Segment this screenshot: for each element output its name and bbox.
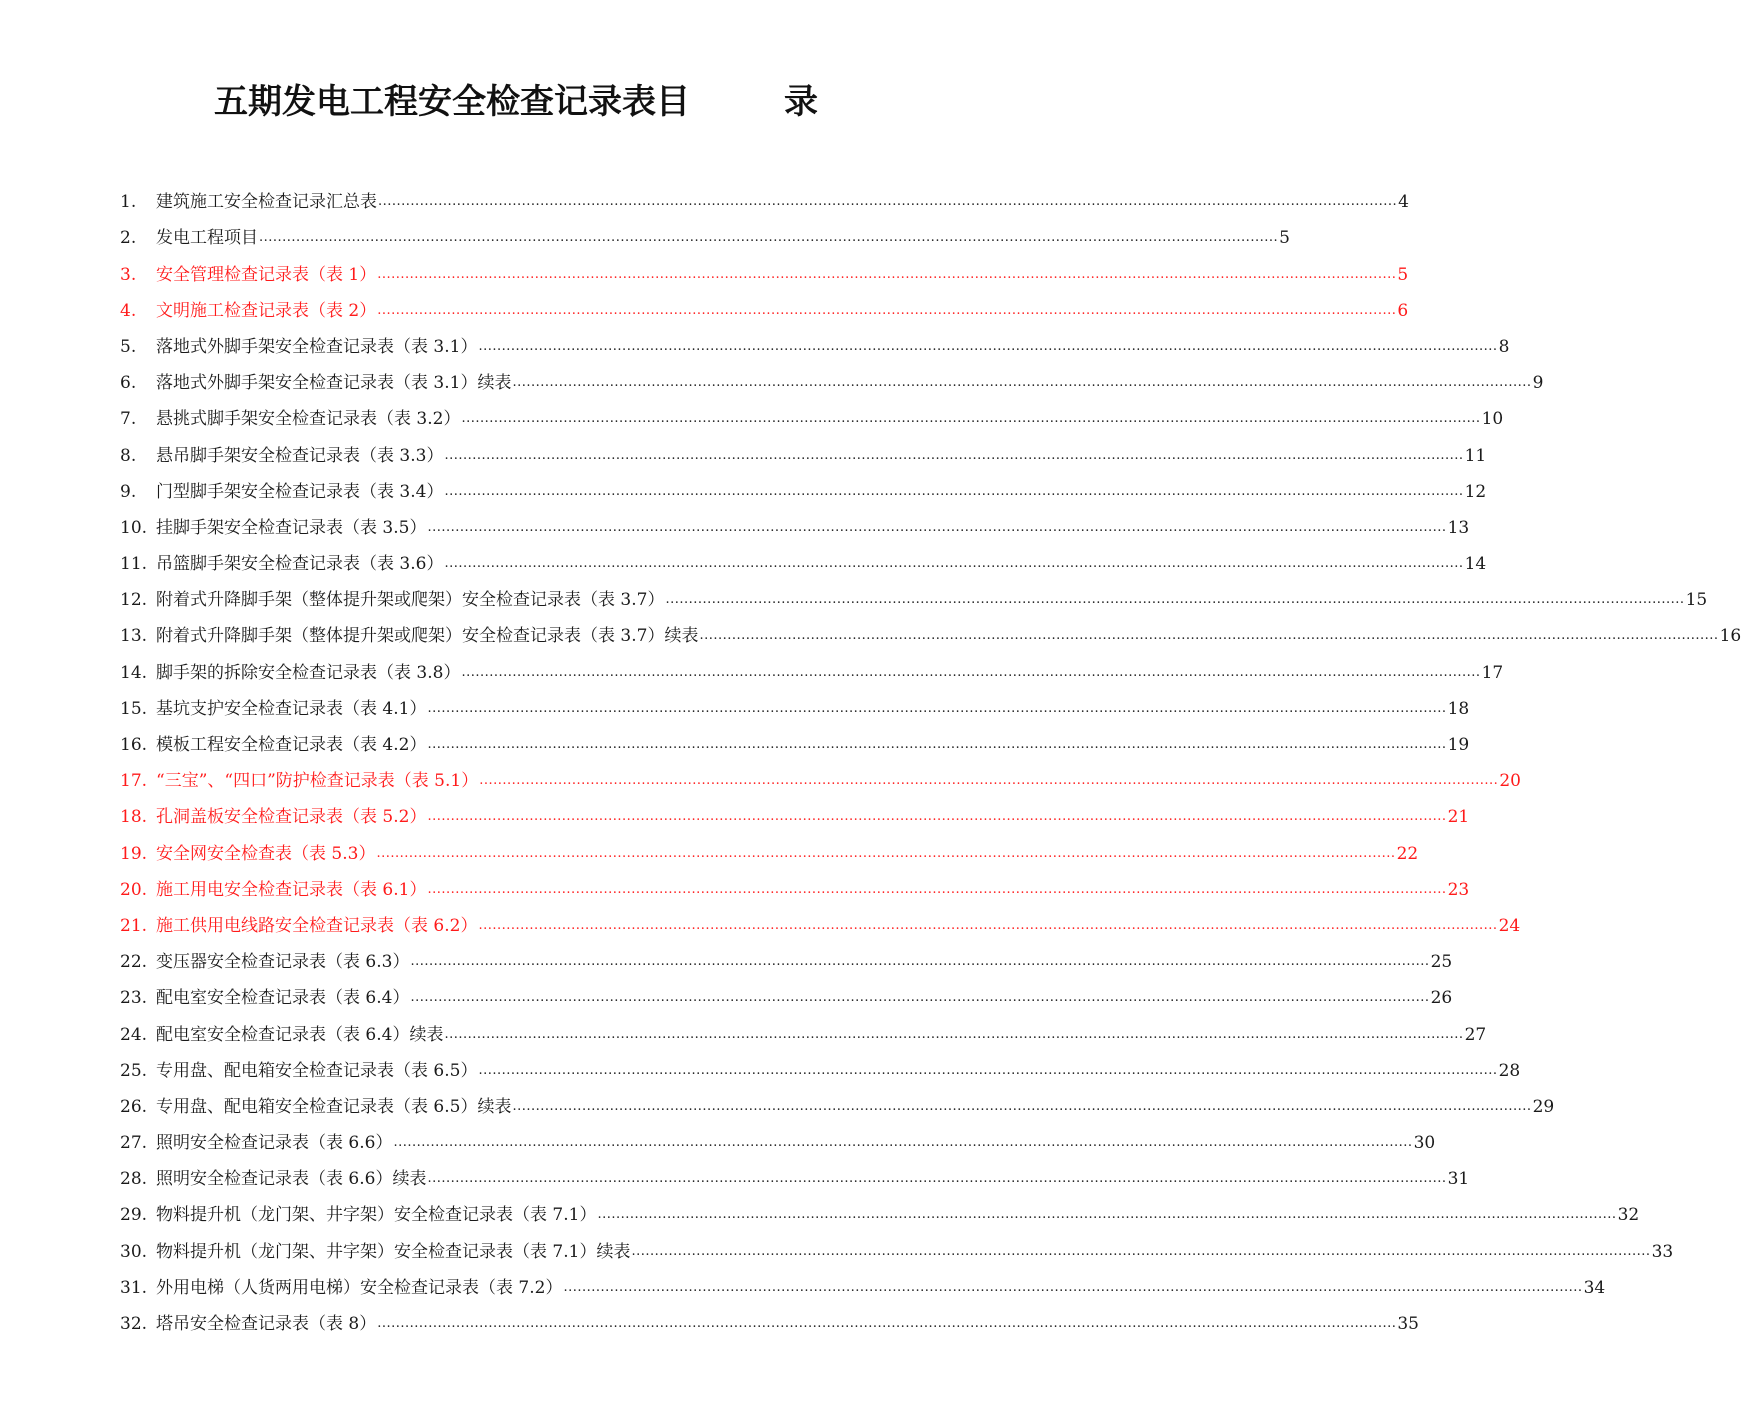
toc-entry-label[interactable]: 基坑支护安全检查记录表（表 4.1） — [156, 698, 427, 719]
toc-entry-page-number: 30 — [1413, 1133, 1436, 1154]
toc-entry-page-number: 31 — [1447, 1169, 1470, 1190]
toc-dot-leader: ............................................................................................................................................................................................................................ — [427, 809, 1447, 825]
toc-entry-label[interactable]: 配电室安全检查记录表（表 6.4） — [156, 988, 410, 1009]
toc-entry-label[interactable]: 物料提升机（龙门架、井字架）安全检查记录表（表 7.1）续表 — [156, 1241, 631, 1262]
toc-dot-leader: ............................................................................................................................................................................................................................ — [378, 194, 1398, 210]
toc-entry-number: 24. — [120, 1024, 148, 1045]
toc-entry-number: 17. — [120, 771, 148, 792]
toc-entry-number: 10. — [120, 517, 148, 538]
toc-entry[interactable] — [120, 1119, 1436, 1155]
toc-entry-number: 15. — [120, 698, 148, 719]
toc-dot-leader: ............................................................................................................................................................................................................................ — [478, 917, 1498, 933]
toc-entry[interactable] — [120, 721, 1470, 757]
toc-entry[interactable] — [120, 866, 1470, 902]
toc-entry[interactable] — [120, 1083, 1555, 1119]
toc-entry-number: 6. — [120, 373, 137, 394]
toc-dot-leader: ............................................................................................................................................................................................................................ — [377, 266, 1397, 282]
title-tail: 录 — [784, 82, 818, 122]
toc-entry-page-number: 15 — [1685, 590, 1708, 611]
toc-entry[interactable] — [120, 359, 1544, 395]
toc-entry[interactable] — [120, 793, 1470, 829]
toc-entry-number: 18. — [120, 807, 148, 828]
toc-entry-label[interactable]: 吊篮脚手架安全检查记录表（表 3.6） — [156, 554, 444, 575]
toc-entry[interactable] — [120, 685, 1470, 721]
toc-dot-leader: ............................................................................................................................................................................................................................ — [427, 737, 1447, 752]
toc-entry[interactable] — [120, 757, 1521, 793]
toc-entry-page-number: 23 — [1447, 879, 1470, 900]
toc-entry-label[interactable]: 外用电梯（人货两用电梯）安全检查记录表（表 7.2） — [156, 1277, 563, 1298]
toc-entry-page-number: 25 — [1430, 952, 1453, 973]
toc-entry-page-number: 32 — [1617, 1205, 1640, 1226]
toc-entry-number: 14. — [120, 662, 148, 683]
toc-entry[interactable] — [120, 504, 1470, 540]
toc-entry-number: 31. — [120, 1277, 148, 1298]
toc-entry-page-number: 21 — [1447, 807, 1470, 828]
toc-entry-label[interactable]: 施工用电安全检查记录表（表 6.1） — [156, 879, 427, 900]
toc-entry-page-number: 12 — [1464, 481, 1487, 502]
toc-entry-label[interactable]: 物料提升机（龙门架、井字架）安全检查记录表（表 7.1） — [156, 1205, 597, 1226]
toc-entry-label[interactable]: 孔洞盖板安全检查记录表（表 5.2） — [156, 807, 427, 828]
toc-dot-leader: ............................................................................................................................................................................................................................ — [427, 519, 1447, 535]
table-of-contents — [120, 178, 1741, 1336]
toc-entry-page-number: 19 — [1447, 735, 1470, 755]
toc-entry-page-number: 14 — [1464, 554, 1487, 575]
toc-dot-leader: ............................................................................................................................................................................................................................ — [444, 556, 1464, 572]
toc-entry-label[interactable]: 安全管理检查记录表（表 1） — [156, 264, 377, 285]
toc-entry[interactable] — [120, 214, 1290, 250]
toc-entry[interactable] — [120, 1047, 1521, 1083]
toc-dot-leader: ............................................................................................................................................................................................................................ — [631, 1243, 1651, 1259]
toc-entry-number: 20. — [120, 879, 148, 900]
toc-entry-number: 21. — [120, 915, 148, 936]
toc-entry[interactable] — [120, 540, 1487, 576]
toc-entry-number: 2. — [120, 228, 137, 249]
toc-entry-page-number: 29 — [1532, 1096, 1555, 1117]
toc-entry-label[interactable]: 附着式升降脚手架（整体提升架或爬架）安全检查记录表（表 3.7） — [156, 590, 665, 611]
toc-entry-page-number: 35 — [1397, 1314, 1419, 1334]
toc-entry[interactable] — [120, 938, 1453, 974]
toc-dot-leader: ............................................................................................................................................................................................................................ — [377, 1316, 1397, 1331]
toc-dot-leader: ............................................................................................................................................................................................................................ — [427, 700, 1447, 716]
toc-dot-leader: ............................................................................................................................................................................................................................ — [444, 483, 1464, 499]
toc-entry-page-number: 26 — [1430, 988, 1453, 1009]
toc-entry[interactable] — [120, 1155, 1470, 1191]
toc-entry-label[interactable]: 照明安全检查记录表（表 6.6）续表 — [156, 1169, 427, 1190]
toc-entry-page-number: 16 — [1719, 626, 1741, 647]
toc-entry-page-number: 5 — [1397, 264, 1409, 285]
toc-entry-page-number: 33 — [1651, 1241, 1674, 1262]
toc-entry-number: 12. — [120, 590, 148, 611]
toc-entry-page-number: 20 — [1499, 771, 1521, 792]
toc-entry-number: 26. — [120, 1096, 148, 1117]
toc-dot-leader: ............................................................................................................................................................................................................................ — [461, 411, 1481, 427]
toc-entry-label[interactable]: “三宝”、“四口”防护检查记录表（表 5.1） — [156, 771, 479, 792]
toc-entry-number: 7. — [120, 409, 137, 430]
toc-entry[interactable] — [120, 323, 1510, 359]
toc-entry-label[interactable]: 照明安全检查记录表（表 6.6） — [156, 1133, 393, 1154]
toc-entry-page-number: 4 — [1398, 192, 1409, 213]
toc-entry-label[interactable]: 发电工程项目 — [156, 228, 258, 249]
toc-entry-page-number: 8 — [1498, 336, 1510, 357]
toc-entry-label[interactable]: 悬挑式脚手架安全检查记录表（表 3.2） — [156, 409, 461, 430]
toc-entry-label[interactable]: 门型脚手架安全检查记录表（表 3.4） — [156, 481, 444, 502]
toc-entry-number: 13. — [120, 626, 148, 647]
toc-entry[interactable] — [120, 1010, 1487, 1046]
toc-entry-label[interactable]: 变压器安全检查记录表（表 6.3） — [156, 952, 410, 973]
toc-entry[interactable] — [120, 612, 1741, 648]
toc-entry-label[interactable]: 塔吊安全检查记录表（表 8） — [156, 1314, 377, 1334]
toc-entry[interactable] — [120, 250, 1409, 286]
toc-dot-leader: ............................................................................................................................................................................................................................ — [665, 592, 1685, 608]
document-title — [0, 78, 950, 126]
toc-entry-number: 11. — [120, 554, 148, 575]
toc-entry-page-number: 24 — [1498, 915, 1521, 936]
toc-dot-leader: ............................................................................................................................................................................................................................ — [444, 1026, 1464, 1042]
toc-entry[interactable] — [120, 829, 1419, 865]
toc-dot-leader: ............................................................................................................................................................................................................................ — [478, 1062, 1498, 1078]
toc-dot-leader: ............................................................................................................................................................................................................................ — [427, 1171, 1447, 1187]
toc-entry-page-number: 28 — [1498, 1060, 1521, 1081]
toc-entry-page-number: 18 — [1447, 698, 1470, 719]
toc-dot-leader: ............................................................................................................................................................................................................................ — [461, 664, 1481, 680]
toc-entry-page-number: 6 — [1397, 300, 1409, 321]
toc-entry-page-number: 22 — [1396, 843, 1419, 864]
toc-entry-number: 25. — [120, 1060, 148, 1081]
toc-entry-label[interactable]: 附着式升降脚手架（整体提升架或爬架）安全检查记录表（表 3.7）续表 — [156, 626, 699, 647]
toc-entry-number: 19. — [120, 843, 148, 864]
toc-entry-number: 23. — [120, 988, 148, 1009]
toc-dot-leader: ............................................................................................................................................................................................................................ — [410, 990, 1430, 1006]
toc-entry-label[interactable]: 专用盘、配电箱安全检查记录表（表 6.5） — [156, 1060, 478, 1081]
toc-entry-page-number: 17 — [1481, 662, 1504, 683]
toc-dot-leader: ............................................................................................................................................................................................................................ — [410, 954, 1430, 970]
toc-entry-page-number: 11 — [1464, 445, 1487, 466]
toc-entry-page-number: 27 — [1464, 1024, 1487, 1045]
toc-entry-label[interactable]: 安全网安全检查表（表 5.3） — [156, 843, 376, 864]
toc-entry-label[interactable]: 落地式外脚手架安全检查记录表（表 3.1）续表 — [156, 373, 512, 394]
toc-entry-number: 4. — [120, 300, 137, 321]
toc-entry-number: 1. — [120, 192, 137, 213]
toc-entry[interactable] — [120, 648, 1504, 684]
toc-entry-number: 28. — [120, 1169, 148, 1190]
toc-entry-page-number: 13 — [1447, 517, 1470, 538]
toc-entry-number: 32. — [120, 1314, 148, 1334]
toc-entry-number: 22. — [120, 952, 148, 973]
toc-entry-label[interactable]: 落地式外脚手架安全检查记录表（表 3.1） — [156, 336, 478, 357]
toc-entry[interactable] — [120, 468, 1487, 504]
title-main: 五期发电工程安全检查记录表目 — [214, 82, 690, 122]
toc-entry-number: 3. — [120, 264, 137, 285]
toc-dot-leader: ............................................................................................................................................................................................................................ — [259, 230, 1279, 246]
toc-dot-leader: ............................................................................................................................................................................................................................ — [512, 1098, 1532, 1114]
toc-dot-leader: ............................................................................................................................................................................................................................ — [563, 1279, 1583, 1295]
toc-entry-number: 16. — [120, 735, 148, 755]
toc-entry-number: 9. — [120, 481, 137, 502]
toc-entry-label[interactable]: 悬吊脚手架安全检查记录表（表 3.3） — [156, 445, 444, 466]
toc-entry-label[interactable]: 模板工程安全检查记录表（表 4.2） — [156, 735, 427, 755]
toc-entry-label[interactable]: 专用盘、配电箱安全检查记录表（表 6.5）续表 — [156, 1096, 512, 1117]
toc-entry[interactable] — [120, 287, 1409, 323]
toc-entry[interactable] — [120, 1264, 1606, 1300]
toc-dot-leader: ............................................................................................................................................................................................................................ — [597, 1207, 1617, 1223]
toc-dot-leader: ............................................................................................................................................................................................................................ — [376, 845, 1396, 861]
toc-entry-label[interactable]: 施工供用电线路安全检查记录表（表 6.2） — [156, 915, 478, 936]
toc-entry[interactable] — [120, 178, 1409, 214]
toc-entry-number: 8. — [120, 445, 137, 466]
toc-dot-leader: ............................................................................................................................................................................................................................ — [393, 1135, 1413, 1151]
toc-entry-label[interactable]: 脚手架的拆除安全检查记录表（表 3.8） — [156, 662, 461, 683]
toc-dot-leader: ............................................................................................................................................................................................................................ — [444, 447, 1464, 463]
toc-entry-page-number: 10 — [1481, 409, 1504, 430]
toc-entry[interactable] — [120, 576, 1708, 612]
toc-entry-number: 27. — [120, 1133, 148, 1154]
toc-entry-page-number: 34 — [1583, 1277, 1606, 1298]
toc-entry[interactable] — [120, 395, 1504, 431]
toc-entry[interactable] — [120, 974, 1453, 1010]
toc-entry[interactable] — [120, 1300, 1419, 1336]
toc-entry[interactable] — [120, 1191, 1640, 1227]
toc-entry[interactable] — [120, 902, 1521, 938]
toc-entry-number: 30. — [120, 1241, 148, 1262]
toc-dot-leader: ............................................................................................................................................................................................................................ — [512, 375, 1532, 391]
toc-entry-label[interactable]: 文明施工检查记录表（表 2） — [156, 300, 377, 321]
toc-entry-page-number: 9 — [1532, 373, 1544, 394]
toc-entry-label[interactable]: 挂脚手架安全检查记录表（表 3.5） — [156, 517, 427, 538]
toc-dot-leader: ............................................................................................................................................................................................................................ — [377, 302, 1397, 318]
toc-dot-leader: ............................................................................................................................................................................................................................ — [478, 338, 1498, 354]
toc-dot-leader: ............................................................................................................................................................................................................................ — [699, 628, 1719, 644]
toc-dot-leader: ............................................................................................................................................................................................................................ — [479, 773, 1499, 789]
toc-entry-number: 29. — [120, 1205, 148, 1226]
toc-entry[interactable] — [120, 431, 1487, 467]
toc-entry-label[interactable]: 配电室安全检查记录表（表 6.4）续表 — [156, 1024, 444, 1045]
toc-entry-page-number: 5 — [1279, 228, 1290, 249]
toc-dot-leader: ............................................................................................................................................................................................................................ — [427, 881, 1447, 897]
toc-entry-label[interactable]: 建筑施工安全检查记录汇总表 — [156, 192, 377, 213]
toc-entry-number: 5. — [120, 336, 137, 357]
toc-entry[interactable] — [120, 1227, 1674, 1263]
